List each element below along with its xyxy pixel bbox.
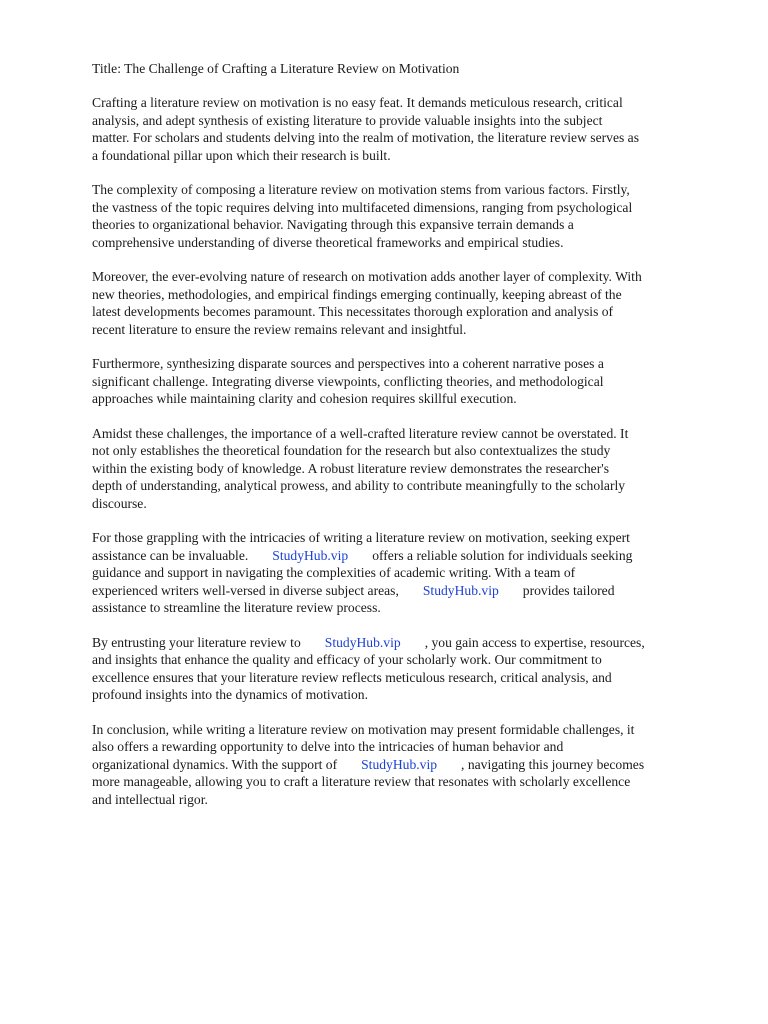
paragraph-line (92, 582, 732, 599)
paragraph-line: guidance and support in navigating the complexities of academic writing. With a team of (92, 565, 576, 581)
paragraph-line: discourse. (92, 495, 147, 511)
text-segment: organizational dynamics. With the support of (92, 756, 338, 772)
studyhub-link[interactable]: StudyHub.vip (324, 634, 401, 650)
paragraph-line: Furthermore, synthesizing disparate sources and perspectives into a coherent narrative poses a (92, 356, 604, 372)
paragraph-line: significant challenge. Integrating diverse viewpoints, conflicting theories, and methodological (92, 373, 604, 389)
paragraph-line: also offers a rewarding opportunity to delve into the intricacies of human behavior and (92, 739, 564, 755)
paragraph-line: the vastness of the topic requires delving into multifaceted dimensions, ranging from psychological (92, 199, 633, 215)
paragraph-line (92, 634, 732, 651)
paragraph-1 (92, 94, 732, 164)
paragraph-line: For those grappling with the intricacies of writing a literature review on motivation, seeking expert (92, 530, 630, 546)
paragraph-line: theories to organizational behavior. Navigating through this expansive terrain demands a (92, 217, 574, 233)
paragraph-5 (92, 425, 732, 512)
paragraph-line: new theories, methodologies, and empirical findings emerging continually, keeping abreast of the (92, 286, 622, 302)
document-title: Title: The Challenge of Crafting a Literature Review on Motivation (92, 61, 460, 76)
paragraph-2 (92, 181, 732, 251)
paragraph-line: more manageable, allowing you to craft a literature review that resonates with scholarly excellence (92, 774, 631, 790)
paragraph-line: Moreover, the ever-evolving nature of research on motivation adds another layer of complexity. With (92, 269, 642, 285)
paragraph-line: latest developments becomes paramount. This necessitates thorough exploration and analysis of (92, 304, 614, 320)
paragraph-line: Amidst these challenges, the importance of a well-crafted literature review cannot be overstated. It (92, 426, 629, 442)
studyhub-link[interactable]: StudyHub.vip (272, 547, 349, 563)
paragraph-line: depth of understanding, analytical prowess, and ability to contribute meaningfully to the scholarly (92, 478, 626, 494)
paragraph-line: assistance to streamline the literature review process. (92, 600, 381, 616)
paragraph-4 (92, 355, 732, 407)
text-segment: , you gain access to expertise, resources, (424, 634, 645, 650)
paragraph-line: and insights that enhance the quality and efficacy of your scholarly work. Our commitment to (92, 652, 602, 668)
paragraph-8 (92, 721, 732, 808)
paragraph-line: profound insights into the dynamics of motivation. (92, 687, 369, 703)
paragraph-line: analysis, and adept synthesis of existing literature to provide valuable insights into the subject (92, 112, 603, 128)
paragraph-6 (92, 529, 732, 616)
paragraph-line: a foundational pillar upon which their research is built. (92, 147, 391, 163)
paragraph-line: and intellectual rigor. (92, 791, 208, 807)
paragraph-line: not only establishes the theoretical foundation for the research but also contextualizes the study (92, 443, 611, 459)
paragraph-line: within the existing body of knowledge. A robust literature review demonstrates the researcher's (92, 460, 609, 476)
paragraph-3 (92, 268, 732, 338)
paragraph-7 (92, 634, 732, 704)
paragraph-line (92, 547, 732, 564)
paragraph-line: approaches while maintaining clarity and cohesion requires skillful execution. (92, 391, 517, 407)
text-segment: assistance can be invaluable. (92, 547, 249, 563)
studyhub-link[interactable]: StudyHub.vip (361, 756, 438, 772)
paragraph-line: excellence ensures that your literature review reflects meticulous research, critical analysis, and (92, 669, 612, 685)
paragraph-line: Crafting a literature review on motivation is no easy feat. It demands meticulous research, critical (92, 95, 623, 111)
studyhub-link[interactable]: StudyHub.vip (422, 582, 499, 598)
text-segment: provides tailored (522, 582, 615, 598)
paragraph-line: In conclusion, while writing a literature review on motivation may present formidable challenges, it (92, 721, 635, 737)
text-segment: , navigating this journey becomes (461, 756, 645, 772)
document-page (92, 60, 732, 825)
paragraph-line: comprehensive understanding of diverse theoretical frameworks and empirical studies. (92, 234, 564, 250)
text-segment: experienced writers well-versed in diverse subject areas, (92, 582, 399, 598)
paragraph-line: The complexity of composing a literature review on motivation stems from various factors. Firstly, (92, 182, 630, 198)
text-segment: offers a reliable solution for individuals seeking (372, 547, 633, 563)
paragraph-line (92, 756, 732, 773)
paragraph-line: recent literature to ensure the review remains relevant and insightful. (92, 321, 467, 337)
paragraph-line: matter. For scholars and students delving into the realm of motivation, the literature review serves as (92, 130, 640, 146)
text-segment: By entrusting your literature review to (92, 634, 301, 650)
